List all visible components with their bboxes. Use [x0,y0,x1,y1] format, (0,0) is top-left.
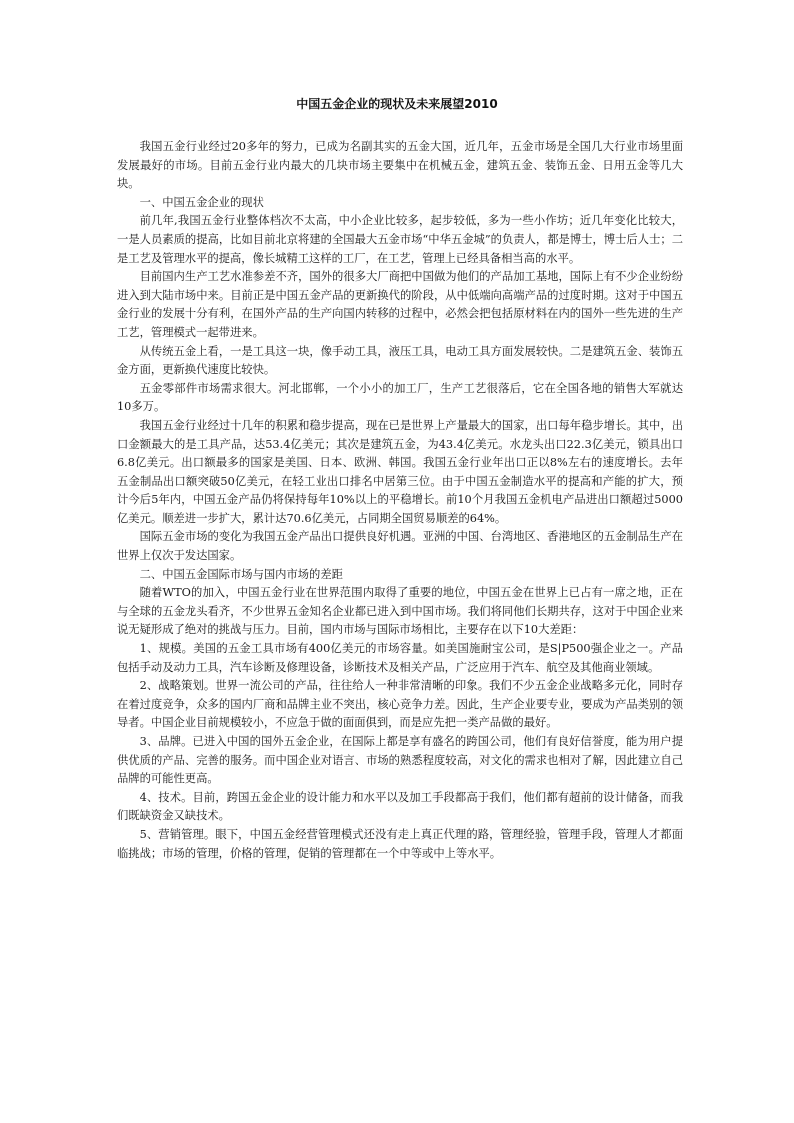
section-heading-1: 一、中国五金企业的现状 [139,195,264,209]
paragraph: 我国五金行业经过十几年的积累和稳步提高，现在已是世界上产量最大的国家，出口每年稳步增长。其中，出口金额最大的是工具产品，达53.4亿美元；其次是建筑五金，为43.4亿美元。水龙头出口22.3亿美元，锁具出口6.8亿美元。出口额最多的国家是美国、日本、欧洲、韩国。我国五金行业年出口正以8%左右的速度增长。去年五金制品出口额突破50亿美元，在轻工业出口排名中居第三位。由于中国五金制造水平的提高和产能的扩大，预计今后5年内，中国五金产品仍将保持每年10%以上的平稳增长。前10个月我国五金机电产品进出口额超过5000亿美元。顺差进一步扩大，累计达70.6亿美元，占同期全国贸易顺差的64%。 [117,418,683,525]
list-item-marketing: 5、营销管理。眼下，中国五金经营管理模式还没有走上真正代理的路，管理经验，管理手段，管理人才都面临挑战；市场的管理，价格的管理，促销的管理都在一个中等或中上等水平。 [117,827,683,860]
list-item-brand: 3、品牌。已进入中国的国外五金企业，在国际上都是享有盛名的跨国公司，他们有良好信誉度，能为用户提供优质的产品、完善的服务。而中国企业对语言、市场的熟悉程度较高，对文化的需求也相对了解，因此建立自己品牌的可能性更高。 [117,735,683,786]
paragraph: 五金零部件市场需求很大。河北邯郸，一个小小的加工厂，生产工艺很落后，它在全国各地的销售大军就达10多万。 [117,381,683,414]
paragraph: 前几年,我国五金行业整体档次不太高，中小企业比较多，起步较低，多为一些小作坊；近几年变化比较大，一是人员素质的提高，比如目前北京将建的全国最大五金市场“中华五金城”的负责人，都是博士，博士后人士；二是工艺及管理水平的提高，像长城精工这样的工厂，在工艺，管理上已经具备相当高的水平。 [117,214,683,265]
paragraph: 从传统五金上看，一是工具这一块，像手动工具，液压工具，电动工具方面发展较快。二是建筑五金、装饰五金方面，更新换代速度比较快。 [117,344,683,377]
paragraph: 国际五金市场的变化为我国五金产品出口提供良好机遇。亚洲的中国、台湾地区、香港地区的五金制品生产在世界上仅次于发达国家。 [117,530,683,563]
document-title: 中国五金企业的现状及未来展望2010 [296,97,498,111]
paragraph: 随着WTO的加入，中国五金行业在世界范围内取得了重要的地位，中国五金在世界上已占有一席之地，正在与全球的五金龙头看齐，不少世界五金知名企业都已进入到中国市场。我们将同他们长期共存，这对于中国企业来说无疑形成了绝对的挑战与压力。目前，国内市场与国际市场相比，主要存在以下10大差距： [117,586,683,637]
list-item-strategy: 2、战略策划。世界一流公司的产品，往往给人一种非常清晰的印象。我们不少五金企业战略多元化，同时存在着过度竞争，众多的国内厂商和品牌主业不突出，核心竞争力差。因此，生产企业要专业，要成为产品类别的领导者。中国企业目前规模较小，不应急于做的面面俱到，而是应先把一类产品做的最好。 [117,679,683,730]
paragraph: 目前国内生产工艺水准参差不齐，国外的很多大厂商把中国做为他们的产品加工基地，国际上有不少企业纷纷进入到大陆市场中来。目前正是中国五金产品的更新换代的阶段，从中低端向高端产品的过度时期。这对于中国五金行业的发展十分有利，在国外产品的生产向国内转移的过程中，必然会把包括原材料在内的国外一些先进的生产工艺，管理模式一起带进来。 [117,270,683,339]
list-item-scale: 1、规模。美国的五金工具市场有400亿美元的市场容量。如美国施耐宝公司，是S|P500强企业之一。产品包括手动及动力工具，汽车诊断及修理设备，诊断技术及相关产品，广泛应用于汽车、航空及其他商业领域。 [117,642,683,674]
paragraph-intro: 我国五金行业经过20多年的努力，已成为名副其实的五金大国，近几年，五金市场是全国几大行业市场里面发展最好的市场。目前五金行业内最大的几块市场主要集中在机械五金，建筑五金、装饰五金、日用五金等几大块。 [117,140,683,191]
list-item-technology: 4、技术。目前，跨国五金企业的设计能力和水平以及加工手段都高于我们，他们都有超前的设计储备，而我们既缺资金又缺技术。 [117,790,683,823]
document-body [117,138,683,863]
section-heading-2: 二、中国五金国际市场与国内市场的差距 [139,567,343,581]
